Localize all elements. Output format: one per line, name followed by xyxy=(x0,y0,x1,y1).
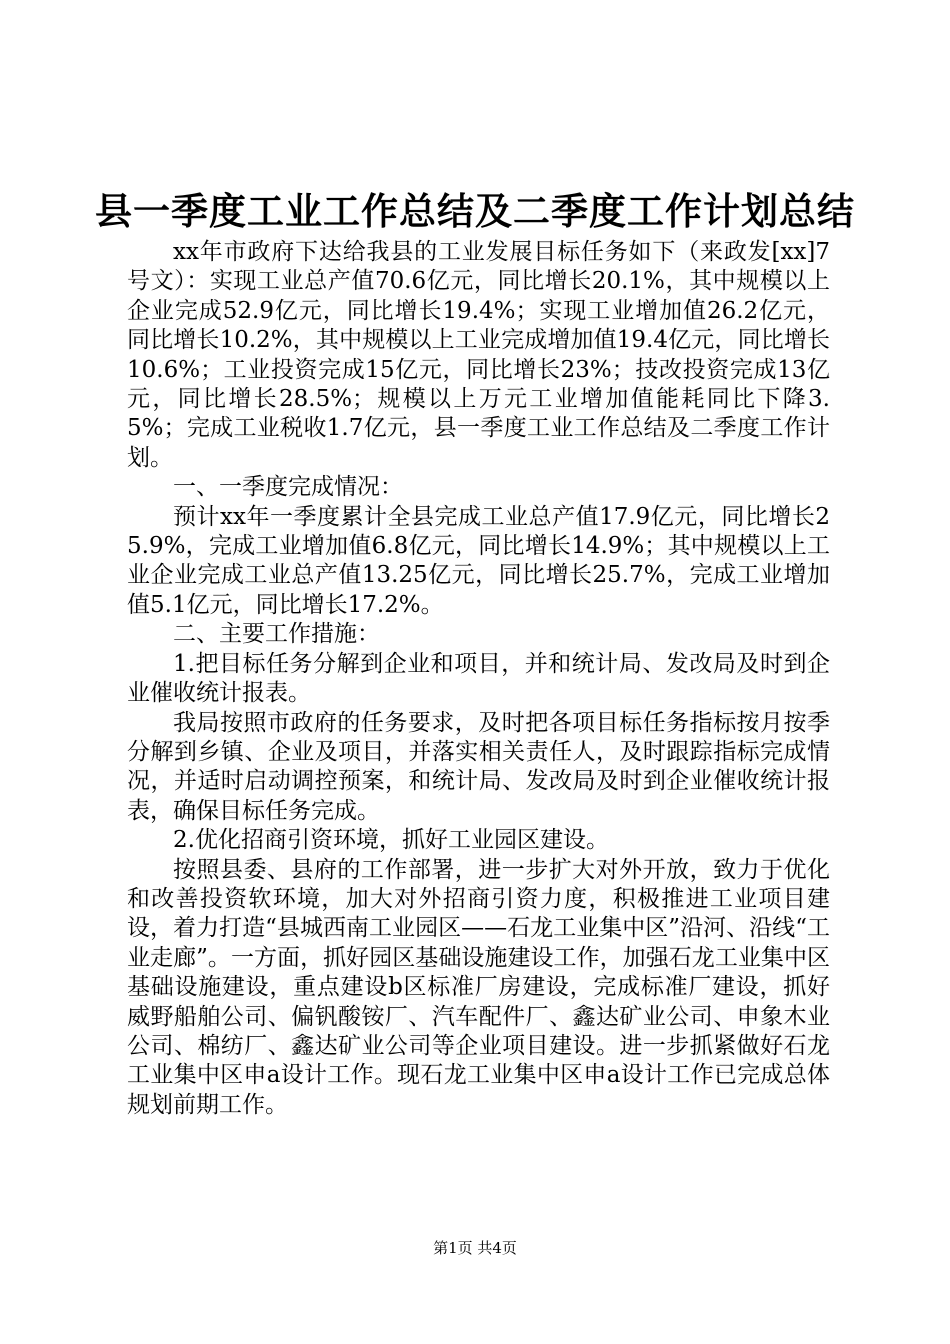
heading-q1-status: 一、一季度完成情况： xyxy=(173,474,403,501)
document-title: 县一季度工业工作总结及二季度工作计划总结 xyxy=(95,189,855,233)
heading-measure-2: 2.优化招商引资环境，抓好工业园区建设。 xyxy=(173,827,609,854)
document-body xyxy=(127,238,830,1120)
paragraph-intro: xx年市政府下达给我县的工业发展目标任务如下（来政发[xx]7号文）：实现工业总产值70.6亿元，同比增长20.1%，其中规模以上企业完成52.9亿元，同比增长19.4%；实现工业增加值26.2亿元，同比增长10.2%，其中规模以上工业完成增加值19.4亿元，同比增长10.6%；工业投资完成15亿元，同比增长23%；技改投资完成13亿元，同比增长28.5%；规模以上万元工业增加值能耗同比下降3.5%；完成工业税收1.7亿元，县一季度工业工作总结及二季度工作计划。 xyxy=(127,239,830,471)
paragraph-measure-1: 我局按照市政府的任务要求，及时把各项目标任务指标按月按季分解到乡镇、企业及项目，并落实相关责任人，及时跟踪指标完成情况，并适时启动调控预案，和统计局、发改局及时到企业催收统计报表，确保目标任务完成。 xyxy=(127,709,830,824)
paragraph-q1-status: 预计xx年一季度累计全县完成工业总产值17.9亿元，同比增长25.9%，完成工业增加值6.8亿元，同比增长14.9%；其中规模以上工业企业完成工业总产值13.25亿元，同比增长25.7%，完成工业增加值5.1亿元，同比增长17.2%。 xyxy=(127,503,830,618)
heading-measure-1: 1.把目标任务分解到企业和项目，并和统计局、发改局及时到企业催收统计报表。 xyxy=(127,650,830,707)
paragraph-measure-2: 按照县委、县府的工作部署，进一步扩大对外开放，致力于优化和改善投资软环境，加大对外招商引资力度，积极推进工业项目建设，着力打造“县城西南工业园区——石龙工业集中区”沿河、沿线“工业走廊”。一方面，抓好园区基础设施建设工作，加强石龙工业集中区基础设施建设，重点建设b区标准厂房建设，完成标准厂建设，抓好威野船舶公司、偏钒酸铵厂、汽车配件厂、鑫达矿业公司、申象木业公司、棉纺厂、鑫达矿业公司等企业项目建设。进一步抓紧做好石龙工业集中区申a设计工作。现石龙工业集中区申a设计工作已完成总体规划前期工作。 xyxy=(127,856,830,1118)
page-number-footer: 第1页 共4页 xyxy=(433,1239,517,1257)
heading-main-measures: 二、主要工作措施： xyxy=(173,621,380,648)
